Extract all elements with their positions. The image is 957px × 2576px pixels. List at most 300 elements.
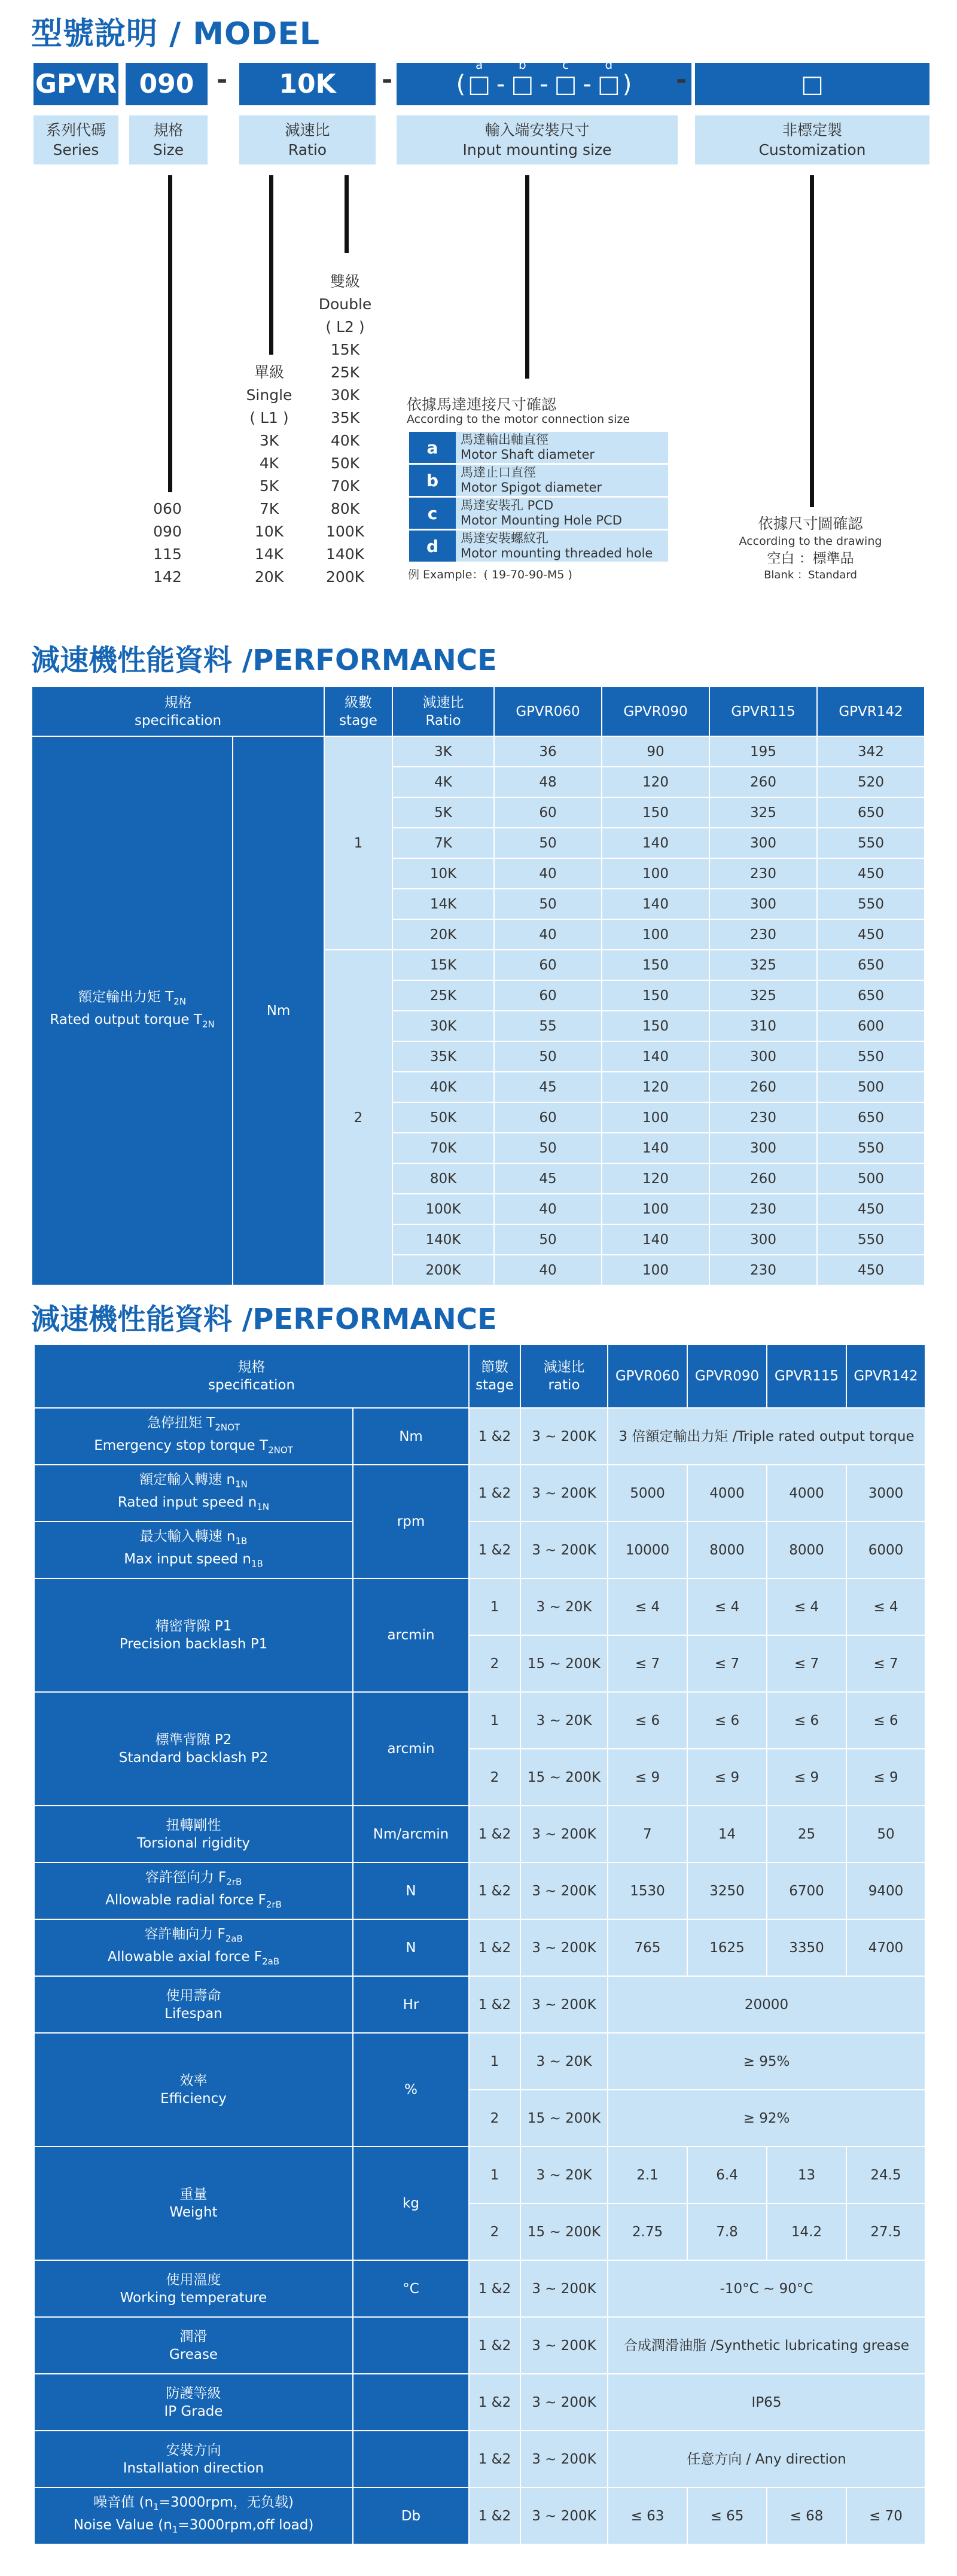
- param-en-sub: 1: [172, 2524, 178, 2535]
- perf2-table: [33, 1344, 926, 2545]
- value-cell: 230: [709, 1102, 817, 1133]
- value-cell: ≤ 4: [767, 1578, 846, 1635]
- value-cell: 50: [494, 1133, 602, 1163]
- param-cell: [34, 2260, 353, 2317]
- param-en-sub: 2N: [202, 1019, 215, 1030]
- param-en-text: Lifespan: [164, 2005, 223, 2022]
- unit-cell: N: [353, 1919, 469, 1976]
- value-cell: 260: [709, 767, 817, 797]
- ratio-item: 70K: [330, 477, 360, 495]
- param-zh-text: 容許軸向力 F: [144, 1926, 225, 1942]
- ratio-item: 25K: [330, 364, 360, 381]
- span-cell: 任意方向 / Any direction: [608, 2431, 925, 2487]
- hdr-spec-zh: 規格: [237, 1359, 266, 1375]
- table-row: [32, 736, 925, 767]
- value-cell: 100: [602, 858, 709, 889]
- span-cell: ≥ 95%: [608, 2033, 925, 2090]
- param-cell: [34, 1862, 353, 1919]
- motor-key: a: [409, 432, 456, 463]
- param-en: [35, 2459, 352, 2477]
- motor-table: [409, 432, 668, 563]
- table-row: [34, 1522, 925, 1578]
- value-cell: 150: [602, 980, 709, 1011]
- ratio-cell: 3 ~ 200K: [520, 2260, 608, 2317]
- param-zh-text: 使用壽命: [166, 1987, 221, 2004]
- code-ratio: 10K: [239, 63, 376, 105]
- param-zh-text: 精密背隙 P1: [155, 1618, 232, 1634]
- param-en-text: Precision backlash P1: [119, 1636, 268, 1652]
- custom-blank-en: Blank ：Standard: [764, 569, 857, 581]
- span-cell: IP65: [608, 2374, 925, 2431]
- motor-en: Motor Spigot diameter: [461, 480, 602, 495]
- param-zh-text: 最大輸入轉速 n: [139, 1528, 236, 1544]
- value-cell: 150: [602, 797, 709, 828]
- label-custom-en: Customization: [758, 141, 866, 158]
- param-en: [35, 2516, 352, 2539]
- param-zh-text: 額定輸出力矩 T: [78, 989, 174, 1005]
- stage-cell: 1: [324, 736, 392, 950]
- unit-cell: Nm: [233, 736, 324, 1285]
- motor-key: b: [409, 465, 456, 496]
- hdr-ratio-en: ratio: [548, 1377, 580, 1393]
- input-slot-b: [508, 57, 536, 98]
- value-cell: 650: [817, 980, 925, 1011]
- ratio-cell: 3 ~ 20K: [520, 1692, 608, 1749]
- value-cell: ≤ 7: [846, 1635, 925, 1692]
- ratio-cell: 3 ~ 200K: [520, 1408, 608, 1465]
- param-zh-text: 使用溫度: [166, 2272, 221, 2288]
- value-cell: 24.5: [846, 2147, 925, 2203]
- ratio-cell: 20K: [392, 919, 494, 950]
- value-cell: 4700: [846, 1919, 925, 1976]
- param-en-text: Rated input speed n: [117, 1494, 257, 1510]
- code-separator: -: [676, 65, 687, 95]
- param-zh-text: 效率: [179, 2073, 208, 2089]
- param-en: [35, 2005, 352, 2023]
- table-row: [34, 1862, 925, 1919]
- value-cell: 1530: [608, 1862, 687, 1919]
- motor-zh: 馬達安裝孔 PCD: [461, 498, 554, 513]
- value-cell: 120: [602, 1163, 709, 1194]
- value-cell: 520: [817, 767, 925, 797]
- param-zh: [35, 1471, 352, 1493]
- param-cell: [34, 2431, 353, 2487]
- unit-cell: N: [353, 1862, 469, 1919]
- unit-cell: rpm: [353, 1465, 469, 1578]
- stage-cell: 1 &2: [469, 1408, 520, 1465]
- param-cell: [34, 1408, 353, 1465]
- param-en: [35, 2403, 352, 2420]
- label-size-en: Size: [153, 141, 184, 158]
- param-en-text: Max input speed n: [124, 1551, 251, 1567]
- ratio-cell: 3 ~ 200K: [520, 2374, 608, 2431]
- single-zh: 單級: [254, 364, 284, 381]
- slot-box-a: □: [468, 70, 491, 98]
- value-cell: 25: [767, 1806, 846, 1862]
- span-cell: 20000: [608, 1976, 925, 2033]
- param-zh: [35, 1528, 352, 1550]
- hdr-model: GPVR142: [817, 687, 925, 736]
- paren-open: (: [456, 70, 466, 98]
- ratio-cell: 15 ~ 200K: [520, 2203, 608, 2260]
- unit-cell: %: [353, 2033, 469, 2147]
- param-en: [35, 2289, 352, 2307]
- param-zh: [35, 1987, 352, 2005]
- hdr-stage: [469, 1345, 520, 1408]
- param-en: [35, 2090, 352, 2108]
- param-zh: [35, 2385, 352, 2403]
- hdr-model: GPVR115: [767, 1345, 846, 1408]
- stage-cell: 1: [469, 1692, 520, 1749]
- ratio-cell: 15K: [392, 950, 494, 980]
- param-zh-tail: =3000rpm，无负载): [159, 2494, 294, 2510]
- ratio-cell: 70K: [392, 1133, 494, 1163]
- param-zh: [35, 2328, 352, 2346]
- param-en-text: Emergency stop torque T: [94, 1437, 269, 1453]
- param-en-text: Grease: [169, 2346, 218, 2362]
- ratio-item: 20K: [254, 568, 284, 586]
- code-separator: -: [382, 65, 393, 95]
- motor-zh: 馬達止口直徑: [461, 465, 536, 480]
- ratio-cell: 3 ~ 200K: [520, 1806, 608, 1862]
- unit-cell: arcmin: [353, 1692, 469, 1806]
- motor-example: 例 Example：( 19-70-90-M5 ): [408, 568, 572, 581]
- value-cell: ≤ 4: [608, 1578, 687, 1635]
- value-cell: 650: [817, 797, 925, 828]
- value-cell: 50: [494, 1224, 602, 1255]
- value-cell: 550: [817, 828, 925, 858]
- value-cell: 230: [709, 858, 817, 889]
- hdr-spec-en: specification: [208, 1377, 295, 1393]
- connector-line: [810, 175, 814, 507]
- value-cell: 48: [494, 767, 602, 797]
- value-cell: 140: [602, 828, 709, 858]
- table-row: [34, 1408, 925, 1465]
- param-zh-sub: 2rB: [226, 1876, 242, 1888]
- label-input-zh: 輸入端安裝尺寸: [484, 121, 590, 139]
- hdr-model: GPVR090: [602, 687, 709, 736]
- stage-cell: 1 &2: [469, 1862, 520, 1919]
- value-cell: 6.4: [687, 2147, 767, 2203]
- hdr-spec: [32, 687, 324, 736]
- value-cell: 8000: [767, 1522, 846, 1578]
- param-en-text: Allowable radial force F: [105, 1892, 266, 1908]
- stage-cell: 1: [469, 2147, 520, 2203]
- input-slot-a: [465, 57, 493, 98]
- value-cell: 300: [709, 828, 817, 858]
- label-size: [129, 115, 208, 164]
- hdr-spec-en: specification: [134, 712, 222, 728]
- param-cell: [34, 1806, 353, 1862]
- value-cell: 13: [767, 2147, 846, 2203]
- param-en-text: Torsional rigidity: [137, 1835, 250, 1851]
- ratio-item: 7K: [259, 500, 279, 517]
- value-cell: 60: [494, 980, 602, 1011]
- ratio-item: 100K: [325, 523, 365, 540]
- value-cell: 5000: [608, 1465, 687, 1522]
- value-cell: 60: [494, 797, 602, 828]
- param-en-text: Working temperature: [120, 2290, 267, 2306]
- value-cell: 40: [494, 919, 602, 950]
- value-cell: 150: [602, 1011, 709, 1041]
- ratio-cell: 100K: [392, 1194, 494, 1224]
- value-cell: ≤ 63: [608, 2487, 687, 2544]
- motor-val: [456, 498, 668, 529]
- label-series-en: Series: [53, 141, 99, 158]
- stage-cell: 1 &2: [469, 2431, 520, 2487]
- param-zh-sub: 2N: [173, 996, 187, 1007]
- value-cell: 650: [817, 950, 925, 980]
- custom-en: According to the drawing: [739, 535, 882, 548]
- hdr-stage-en: stage: [339, 712, 377, 728]
- param-en-sub: 2aB: [262, 1956, 280, 1967]
- connector-line: [269, 175, 273, 355]
- param-cell: [34, 2317, 353, 2374]
- ratio-item: 140K: [325, 545, 365, 563]
- ratio-item: 30K: [330, 386, 360, 404]
- slot-letter-c: c: [562, 57, 569, 72]
- value-cell: 45: [494, 1072, 602, 1102]
- ratio-cell: 40K: [392, 1072, 494, 1102]
- table-row: [34, 1976, 925, 2033]
- param-zh-text: 容許徑向力 F: [145, 1869, 227, 1885]
- value-cell: ≤ 6: [687, 1692, 767, 1749]
- unit-cell: [353, 2317, 469, 2374]
- input-slot-d: [595, 57, 623, 98]
- value-cell: 7.8: [687, 2203, 767, 2260]
- ratio-cell: 3 ~ 20K: [520, 2033, 608, 2090]
- label-ratio-zh: 減速比: [285, 121, 330, 139]
- ratio-cell: 3K: [392, 736, 494, 767]
- value-cell: 90: [602, 736, 709, 767]
- hdr-spec: [34, 1345, 469, 1408]
- param-en: [35, 2346, 352, 2364]
- hdr-model: GPVR142: [846, 1345, 925, 1408]
- ratio-cell: 3 ~ 200K: [520, 1976, 608, 2033]
- value-cell: 14: [687, 1806, 767, 1862]
- value-cell: 500: [817, 1163, 925, 1194]
- single-stage-list: [236, 361, 302, 589]
- unit-cell: kg: [353, 2147, 469, 2260]
- value-cell: 230: [709, 1194, 817, 1224]
- value-cell: 300: [709, 1133, 817, 1163]
- custom-zh: 依據尺寸圖確認: [758, 515, 863, 532]
- value-cell: ≤ 70: [846, 2487, 925, 2544]
- stage-cell: 1 &2: [469, 2374, 520, 2431]
- value-cell: 3000: [846, 1465, 925, 1522]
- double-code: ( L2 ): [325, 318, 365, 336]
- motor-val: [456, 432, 668, 463]
- stage-cell: 1 &2: [469, 1919, 520, 1976]
- value-cell: 100: [602, 919, 709, 950]
- value-cell: ≤ 7: [687, 1635, 767, 1692]
- value-cell: 765: [608, 1919, 687, 1976]
- double-stage-list: [312, 270, 378, 589]
- size-item: 142: [153, 568, 182, 586]
- connector-line: [525, 175, 529, 379]
- param-zh: [35, 1731, 352, 1749]
- param-en: [35, 1891, 352, 1914]
- size-item: 060: [153, 500, 182, 517]
- value-cell: 50: [494, 889, 602, 919]
- ratio-cell: 3 ~ 200K: [520, 1465, 608, 1522]
- paren-close: ): [622, 70, 632, 98]
- value-cell: ≤ 4: [846, 1578, 925, 1635]
- param-en-text: Rated output torque T: [50, 1012, 202, 1028]
- stage-cell: 1 &2: [469, 1465, 520, 1522]
- value-cell: 140: [602, 1041, 709, 1072]
- slot-box-b: □: [511, 70, 534, 98]
- stage-cell: 1: [469, 2033, 520, 2090]
- param-zh: [35, 1414, 352, 1437]
- label-custom-zh: 非標定製: [782, 121, 842, 139]
- param-en-text: Efficiency: [160, 2091, 227, 2106]
- ratio-cell: 15 ~ 200K: [520, 1635, 608, 1692]
- unit-cell: arcmin: [353, 1578, 469, 1692]
- motor-row: [409, 432, 668, 463]
- ratio-cell: 140K: [392, 1224, 494, 1255]
- value-cell: ≤ 4: [687, 1578, 767, 1635]
- value-cell: 325: [709, 950, 817, 980]
- param-zh-text: 潤滑: [179, 2328, 208, 2345]
- ratio-cell: 200K: [392, 1255, 494, 1285]
- ratio-cell: 50K: [392, 1102, 494, 1133]
- span-cell: 3 倍額定輸出力矩 /Triple rated output torque: [608, 1408, 925, 1465]
- param-cell: [34, 1465, 353, 1522]
- param-zh: [35, 2493, 352, 2516]
- hdr-ratio: [520, 1345, 608, 1408]
- param-zh: [35, 1868, 352, 1891]
- param-zh-text: 安裝方向: [166, 2442, 221, 2458]
- value-cell: 600: [817, 1011, 925, 1041]
- param-zh: [35, 1816, 352, 1834]
- ratio-cell: 15 ~ 200K: [520, 2090, 608, 2147]
- param-zh: [35, 1925, 352, 1948]
- connector-line: [168, 175, 172, 492]
- param-en: [35, 1437, 352, 1459]
- value-cell: ≤ 6: [767, 1692, 846, 1749]
- label-series: [33, 115, 118, 164]
- param-en: [35, 1749, 352, 1767]
- double-en: Double: [318, 295, 372, 313]
- unit-cell: Nm/arcmin: [353, 1806, 469, 1862]
- param-en-text: Installation direction: [123, 2460, 264, 2476]
- value-cell: ≤ 9: [846, 1749, 925, 1806]
- value-cell: 310: [709, 1011, 817, 1041]
- param-cell: [34, 2147, 353, 2260]
- param-zh-sub: 2NOT: [215, 1422, 240, 1433]
- stage-cell: 1 &2: [469, 2317, 520, 2374]
- value-cell: 10000: [608, 1522, 687, 1578]
- param-cell: [34, 1692, 353, 1806]
- value-cell: 36: [494, 736, 602, 767]
- label-ratio: [239, 115, 376, 164]
- table-row: [34, 2317, 925, 2374]
- hdr-ratio-zh: 減速比: [422, 694, 464, 711]
- input-slot-c: [552, 57, 580, 98]
- code-separator: -: [496, 70, 505, 98]
- hdr-ratio: [392, 687, 494, 736]
- value-cell: ≤ 7: [767, 1635, 846, 1692]
- custom-blank-zh: 空白 ：標準品: [767, 551, 854, 566]
- stage-cell: 2: [469, 1635, 520, 1692]
- hdr-model: GPVR060: [608, 1345, 687, 1408]
- param-cell: [34, 2033, 353, 2147]
- motor-zh: 馬達安裝螺紋孔: [461, 531, 548, 545]
- ratio-item: 10K: [254, 523, 284, 540]
- value-cell: ≤ 7: [608, 1635, 687, 1692]
- param-en-sub: 1N: [257, 1501, 270, 1513]
- perf2-title: 減速機性能資料 /PERFORMANCE: [31, 1303, 497, 1336]
- code-series: GPVR: [33, 63, 118, 105]
- param-zh-sub: 2aB: [225, 1933, 243, 1944]
- ratio-item: 4K: [259, 455, 279, 472]
- hdr-stage-en: stage: [476, 1377, 514, 1393]
- motor-en: Motor Mounting Hole PCD: [461, 513, 622, 528]
- double-zh: 雙級: [330, 273, 360, 290]
- motor-title-zh: 依據馬達連接尺寸確認: [407, 396, 557, 413]
- param-zh: [35, 2185, 352, 2203]
- ratio-item: 5K: [259, 477, 279, 495]
- value-cell: 14.2: [767, 2203, 846, 2260]
- span-cell: ≥ 92%: [608, 2090, 925, 2147]
- value-cell: 50: [494, 1041, 602, 1072]
- value-cell: 60: [494, 1102, 602, 1133]
- table-row: [34, 2147, 925, 2203]
- table-row: [34, 1465, 925, 1522]
- motor-row: [409, 498, 668, 529]
- param-en: [35, 1493, 352, 1516]
- perf1-table: [31, 686, 925, 1286]
- value-cell: 1625: [687, 1919, 767, 1976]
- param-en: [35, 2203, 352, 2221]
- value-cell: 450: [817, 858, 925, 889]
- value-cell: 342: [817, 736, 925, 767]
- value-cell: 40: [494, 1194, 602, 1224]
- value-cell: 140: [602, 1224, 709, 1255]
- slot-letter-a: a: [476, 57, 483, 72]
- param-zh-sub: 1N: [235, 1478, 248, 1490]
- unit-cell: Hr: [353, 1976, 469, 2033]
- value-cell: 150: [602, 950, 709, 980]
- param-zh-text: 重量: [179, 2187, 208, 2202]
- param-zh-sub: 1B: [235, 1535, 248, 1547]
- value-cell: 6700: [767, 1862, 846, 1919]
- ratio-cell: 3 ~ 200K: [520, 2431, 608, 2487]
- param-en-text: IP Grade: [164, 2403, 223, 2419]
- ratio-cell: 5K: [392, 797, 494, 828]
- label-customization: [695, 115, 929, 164]
- ratio-cell: 80K: [392, 1163, 494, 1194]
- code-size: 090: [126, 63, 208, 105]
- value-cell: 195: [709, 736, 817, 767]
- param-zh: [35, 2072, 352, 2090]
- ratio-cell: 10K: [392, 858, 494, 889]
- value-cell: 260: [709, 1163, 817, 1194]
- hdr-stage-zh: 級數: [345, 694, 372, 711]
- value-cell: 450: [817, 919, 925, 950]
- param-en-text: Weight: [169, 2205, 218, 2220]
- value-cell: 55: [494, 1011, 602, 1041]
- motor-val: [456, 465, 668, 496]
- value-cell: 6000: [846, 1522, 925, 1578]
- value-cell: 260: [709, 1072, 817, 1102]
- value-cell: 550: [817, 889, 925, 919]
- value-cell: 8000: [687, 1522, 767, 1578]
- value-cell: 3250: [687, 1862, 767, 1919]
- unit-cell: [353, 2374, 469, 2431]
- value-cell: 40: [494, 1255, 602, 1285]
